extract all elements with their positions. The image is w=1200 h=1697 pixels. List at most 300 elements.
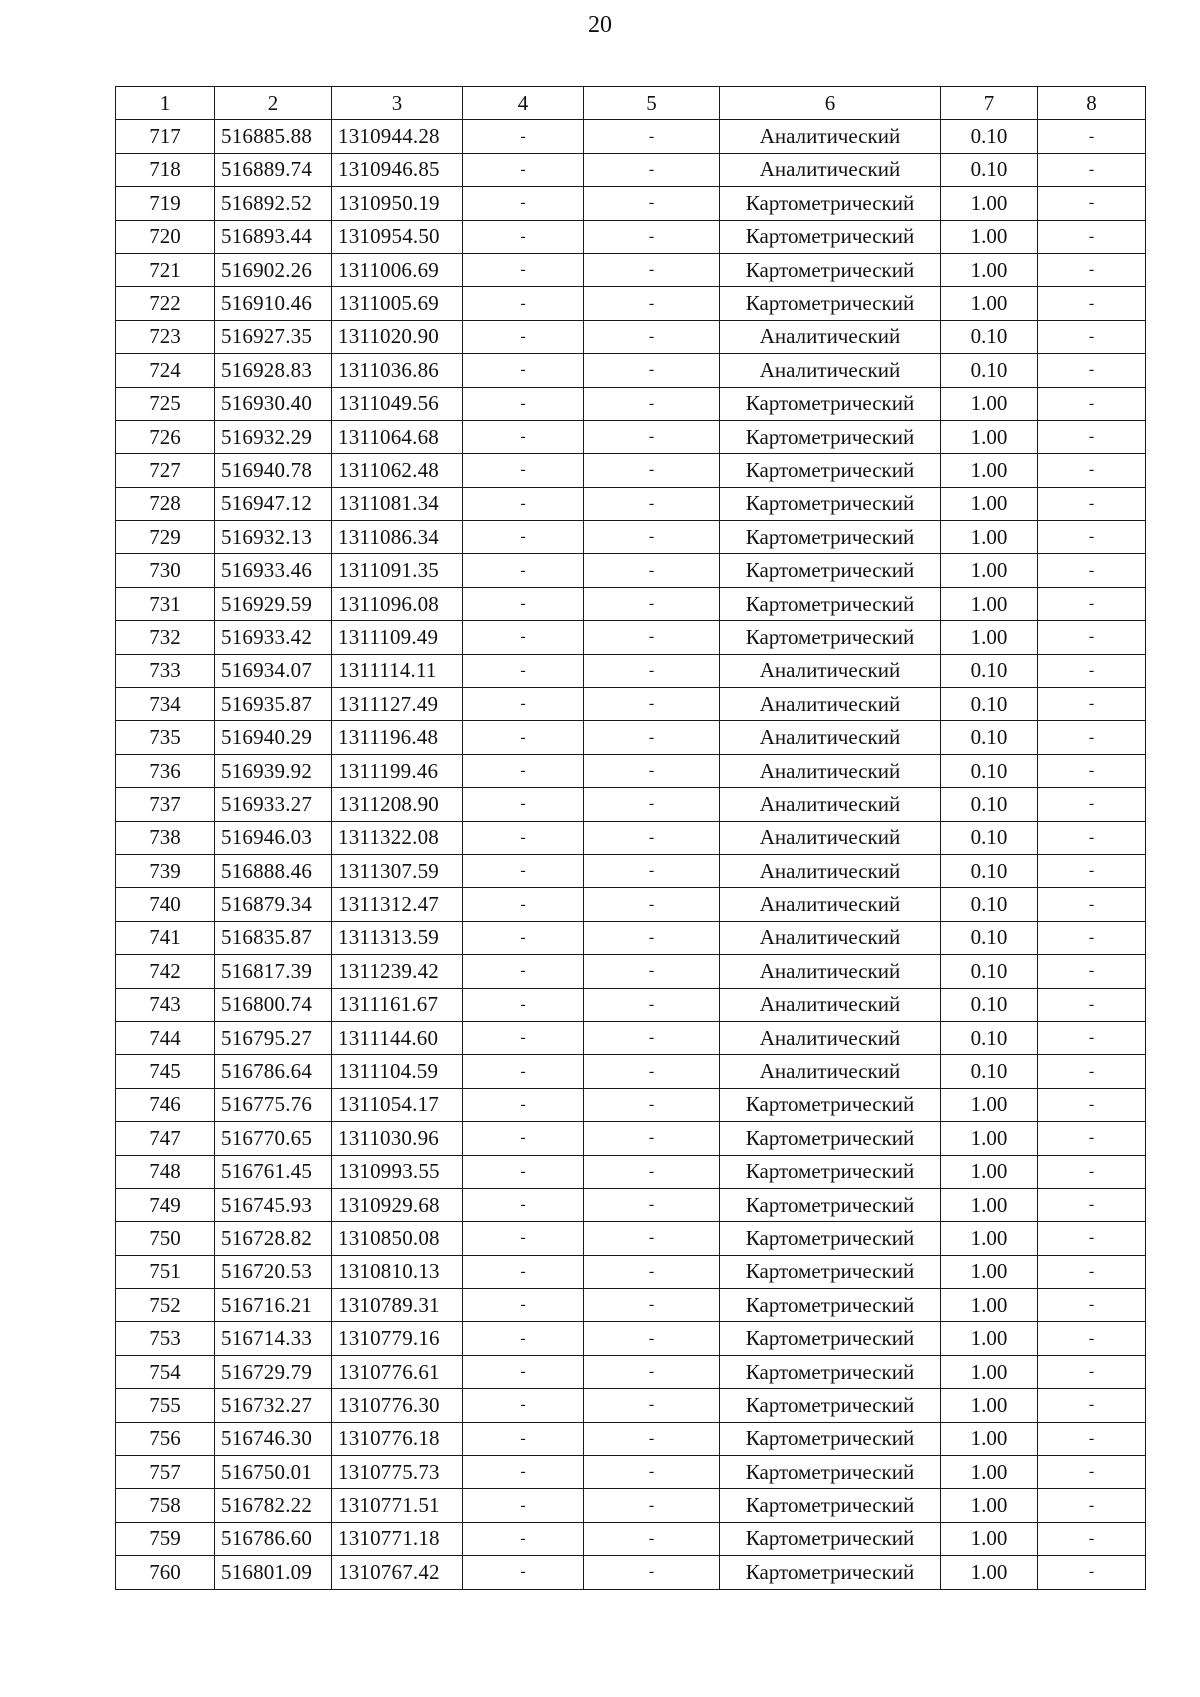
x-coordinate-cell: 516892.52 (215, 187, 332, 220)
y-coordinate-cell: 1311109.49 (332, 621, 463, 654)
x-coordinate-cell: 516946.03 (215, 821, 332, 854)
method-cell: Аналитический (720, 1021, 941, 1054)
table-row (116, 1489, 1146, 1522)
accuracy-cell: 0.10 (941, 153, 1038, 186)
x-coordinate-cell: 516800.74 (215, 988, 332, 1021)
point-number-cell: 745 (116, 1055, 215, 1088)
point-number-cell: 733 (116, 654, 215, 687)
point-number-cell: 755 (116, 1389, 215, 1422)
x-coordinate-cell: 516801.09 (215, 1556, 332, 1589)
method-cell: Картометрический (720, 1556, 941, 1589)
point-number-cell: 746 (116, 1088, 215, 1121)
column-8-cell: - (1038, 1355, 1146, 1388)
point-number-cell: 737 (116, 788, 215, 821)
column-5-cell: - (584, 1322, 720, 1355)
column-8-cell: - (1038, 955, 1146, 988)
column-8-cell: - (1038, 1222, 1146, 1255)
table-row (116, 654, 1146, 687)
method-cell: Картометрический (720, 287, 941, 320)
x-coordinate-cell: 516940.29 (215, 721, 332, 754)
y-coordinate-cell: 1310767.42 (332, 1556, 463, 1589)
column-8-cell: - (1038, 621, 1146, 654)
method-cell: Аналитический (720, 721, 941, 754)
column-8-cell: - (1038, 854, 1146, 887)
accuracy-cell: 1.00 (941, 454, 1038, 487)
accuracy-cell: 0.10 (941, 354, 1038, 387)
method-cell: Картометрический (720, 1188, 941, 1221)
method-cell: Картометрический (720, 1322, 941, 1355)
column-8-cell: - (1038, 153, 1146, 186)
column-8-cell: - (1038, 688, 1146, 721)
column-4-cell: - (463, 921, 584, 954)
point-number-cell: 718 (116, 153, 215, 186)
y-coordinate-cell: 1310771.51 (332, 1489, 463, 1522)
method-cell: Картометрический (720, 387, 941, 420)
column-8-cell: - (1038, 487, 1146, 520)
column-4-cell: - (463, 220, 584, 253)
table-row (116, 220, 1146, 253)
column-5-cell: - (584, 1456, 720, 1489)
point-number-cell: 721 (116, 253, 215, 286)
y-coordinate-cell: 1311036.86 (332, 354, 463, 387)
column-5-cell: - (584, 387, 720, 420)
point-number-cell: 732 (116, 621, 215, 654)
column-4-cell: - (463, 120, 584, 153)
column-8-cell: - (1038, 1255, 1146, 1288)
accuracy-cell: 0.10 (941, 1021, 1038, 1054)
column-4-cell: - (463, 1422, 584, 1455)
table-row (116, 688, 1146, 721)
method-cell: Аналитический (720, 988, 941, 1021)
column-header-1: 1 (116, 87, 215, 120)
column-8-cell: - (1038, 354, 1146, 387)
accuracy-cell: 1.00 (941, 1422, 1038, 1455)
column-4-cell: - (463, 187, 584, 220)
point-number-cell: 742 (116, 955, 215, 988)
point-number-cell: 752 (116, 1289, 215, 1322)
column-8-cell: - (1038, 1556, 1146, 1589)
column-4-cell: - (463, 1289, 584, 1322)
y-coordinate-cell: 1311005.69 (332, 287, 463, 320)
x-coordinate-cell: 516929.59 (215, 587, 332, 620)
method-cell: Аналитический (720, 854, 941, 887)
column-4-cell: - (463, 788, 584, 821)
table-row (116, 1122, 1146, 1155)
table-row (116, 1155, 1146, 1188)
point-number-cell: 751 (116, 1255, 215, 1288)
column-5-cell: - (584, 988, 720, 1021)
table-row (116, 1389, 1146, 1422)
column-8-cell: - (1038, 1522, 1146, 1555)
point-number-cell: 719 (116, 187, 215, 220)
accuracy-cell: 1.00 (941, 187, 1038, 220)
column-8-cell: - (1038, 187, 1146, 220)
table-row (116, 587, 1146, 620)
point-number-cell: 734 (116, 688, 215, 721)
x-coordinate-cell: 516761.45 (215, 1155, 332, 1188)
column-4-cell: - (463, 1222, 584, 1255)
column-8-cell: - (1038, 587, 1146, 620)
column-8-cell: - (1038, 754, 1146, 787)
table-row (116, 1322, 1146, 1355)
table-row (116, 754, 1146, 787)
column-5-cell: - (584, 1088, 720, 1121)
accuracy-cell: 1.00 (941, 1489, 1038, 1522)
column-4-cell: - (463, 654, 584, 687)
table-row (116, 854, 1146, 887)
table-row (116, 120, 1146, 153)
method-cell: Картометрический (720, 1289, 941, 1322)
y-coordinate-cell: 1311161.67 (332, 988, 463, 1021)
accuracy-cell: 0.10 (941, 721, 1038, 754)
column-8-cell: - (1038, 1389, 1146, 1422)
column-8-cell: - (1038, 253, 1146, 286)
method-cell: Аналитический (720, 788, 941, 821)
y-coordinate-cell: 1311199.46 (332, 754, 463, 787)
point-number-cell: 722 (116, 287, 215, 320)
column-8-cell: - (1038, 1188, 1146, 1221)
y-coordinate-cell: 1310776.61 (332, 1355, 463, 1388)
column-5-cell: - (584, 320, 720, 353)
y-coordinate-cell: 1311054.17 (332, 1088, 463, 1121)
accuracy-cell: 1.00 (941, 1222, 1038, 1255)
column-5-cell: - (584, 521, 720, 554)
column-8-cell: - (1038, 1489, 1146, 1522)
column-4-cell: - (463, 1489, 584, 1522)
column-8-cell: - (1038, 1422, 1146, 1455)
column-4-cell: - (463, 487, 584, 520)
x-coordinate-cell: 516928.83 (215, 354, 332, 387)
column-8-cell: - (1038, 788, 1146, 821)
y-coordinate-cell: 1311144.60 (332, 1021, 463, 1054)
point-number-cell: 735 (116, 721, 215, 754)
x-coordinate-cell: 516932.13 (215, 521, 332, 554)
y-coordinate-cell: 1311313.59 (332, 921, 463, 954)
accuracy-cell: 0.10 (941, 955, 1038, 988)
point-number-cell: 757 (116, 1456, 215, 1489)
accuracy-cell: 1.00 (941, 621, 1038, 654)
accuracy-cell: 1.00 (941, 1522, 1038, 1555)
column-header-5: 5 (584, 87, 720, 120)
column-4-cell: - (463, 1188, 584, 1221)
table-row (116, 1188, 1146, 1221)
table-row (116, 387, 1146, 420)
x-coordinate-cell: 516786.60 (215, 1522, 332, 1555)
column-4-cell: - (463, 354, 584, 387)
x-coordinate-cell: 516933.46 (215, 554, 332, 587)
table-row (116, 187, 1146, 220)
column-8-cell: - (1038, 554, 1146, 587)
column-header-8: 8 (1038, 87, 1146, 120)
column-5-cell: - (584, 654, 720, 687)
column-4-cell: - (463, 420, 584, 453)
column-4-cell: - (463, 621, 584, 654)
method-cell: Картометрический (720, 587, 941, 620)
point-number-cell: 726 (116, 420, 215, 453)
accuracy-cell: 1.00 (941, 1289, 1038, 1322)
column-header-2: 2 (215, 87, 332, 120)
point-number-cell: 748 (116, 1155, 215, 1188)
x-coordinate-cell: 516933.42 (215, 621, 332, 654)
method-cell: Аналитический (720, 120, 941, 153)
column-4-cell: - (463, 287, 584, 320)
x-coordinate-cell: 516888.46 (215, 854, 332, 887)
y-coordinate-cell: 1311307.59 (332, 854, 463, 887)
x-coordinate-cell: 516927.35 (215, 320, 332, 353)
column-8-cell: - (1038, 821, 1146, 854)
accuracy-cell: 0.10 (941, 988, 1038, 1021)
column-5-cell: - (584, 1422, 720, 1455)
accuracy-cell: 0.10 (941, 754, 1038, 787)
column-8-cell: - (1038, 1055, 1146, 1088)
x-coordinate-cell: 516795.27 (215, 1021, 332, 1054)
accuracy-cell: 1.00 (941, 420, 1038, 453)
column-4-cell: - (463, 1522, 584, 1555)
method-cell: Картометрический (720, 420, 941, 453)
point-number-cell: 724 (116, 354, 215, 387)
column-4-cell: - (463, 888, 584, 921)
method-cell: Картометрический (720, 187, 941, 220)
point-number-cell: 730 (116, 554, 215, 587)
table-row (116, 1055, 1146, 1088)
method-cell: Картометрический (720, 1422, 941, 1455)
column-4-cell: - (463, 1021, 584, 1054)
column-8-cell: - (1038, 521, 1146, 554)
table-row (116, 554, 1146, 587)
x-coordinate-cell: 516728.82 (215, 1222, 332, 1255)
x-coordinate-cell: 516910.46 (215, 287, 332, 320)
column-5-cell: - (584, 220, 720, 253)
column-5-cell: - (584, 420, 720, 453)
method-cell: Аналитический (720, 1055, 941, 1088)
column-header-4: 4 (463, 87, 584, 120)
x-coordinate-cell: 516933.27 (215, 788, 332, 821)
x-coordinate-cell: 516714.33 (215, 1322, 332, 1355)
x-coordinate-cell: 516770.65 (215, 1122, 332, 1155)
y-coordinate-cell: 1311091.35 (332, 554, 463, 587)
y-coordinate-cell: 1311239.42 (332, 955, 463, 988)
y-coordinate-cell: 1310929.68 (332, 1188, 463, 1221)
column-5-cell: - (584, 688, 720, 721)
column-8-cell: - (1038, 387, 1146, 420)
column-5-cell: - (584, 1122, 720, 1155)
method-cell: Аналитический (720, 955, 941, 988)
x-coordinate-cell: 516782.22 (215, 1489, 332, 1522)
column-5-cell: - (584, 187, 720, 220)
column-5-cell: - (584, 955, 720, 988)
accuracy-cell: 0.10 (941, 921, 1038, 954)
point-number-cell: 759 (116, 1522, 215, 1555)
column-5-cell: - (584, 587, 720, 620)
column-5-cell: - (584, 1021, 720, 1054)
column-8-cell: - (1038, 1456, 1146, 1489)
column-5-cell: - (584, 1355, 720, 1388)
accuracy-cell: 0.10 (941, 854, 1038, 887)
accuracy-cell: 1.00 (941, 253, 1038, 286)
method-cell: Картометрический (720, 1088, 941, 1121)
x-coordinate-cell: 516879.34 (215, 888, 332, 921)
column-4-cell: - (463, 1456, 584, 1489)
table-row (116, 1456, 1146, 1489)
x-coordinate-cell: 516786.64 (215, 1055, 332, 1088)
method-cell: Картометрический (720, 1155, 941, 1188)
y-coordinate-cell: 1311020.90 (332, 320, 463, 353)
point-number-cell: 754 (116, 1355, 215, 1388)
column-4-cell: - (463, 1355, 584, 1388)
column-8-cell: - (1038, 287, 1146, 320)
point-number-cell: 747 (116, 1122, 215, 1155)
point-number-cell: 723 (116, 320, 215, 353)
y-coordinate-cell: 1311006.69 (332, 253, 463, 286)
x-coordinate-cell: 516935.87 (215, 688, 332, 721)
x-coordinate-cell: 516729.79 (215, 1355, 332, 1388)
column-5-cell: - (584, 1155, 720, 1188)
method-cell: Аналитический (720, 153, 941, 186)
accuracy-cell: 0.10 (941, 688, 1038, 721)
accuracy-cell: 0.10 (941, 120, 1038, 153)
column-5-cell: - (584, 1556, 720, 1589)
table-row (116, 955, 1146, 988)
table-row (116, 153, 1146, 186)
accuracy-cell: 1.00 (941, 287, 1038, 320)
table-row (116, 1422, 1146, 1455)
column-4-cell: - (463, 1389, 584, 1422)
table-row (116, 1556, 1146, 1589)
accuracy-cell: 1.00 (941, 1456, 1038, 1489)
y-coordinate-cell: 1311104.59 (332, 1055, 463, 1088)
y-coordinate-cell: 1310776.30 (332, 1389, 463, 1422)
y-coordinate-cell: 1310950.19 (332, 187, 463, 220)
column-header-7: 7 (941, 87, 1038, 120)
accuracy-cell: 1.00 (941, 220, 1038, 253)
y-coordinate-cell: 1311096.08 (332, 587, 463, 620)
column-5-cell: - (584, 621, 720, 654)
y-coordinate-cell: 1311062.48 (332, 454, 463, 487)
column-8-cell: - (1038, 220, 1146, 253)
table-row (116, 521, 1146, 554)
table-row (116, 1522, 1146, 1555)
column-4-cell: - (463, 754, 584, 787)
x-coordinate-cell: 516889.74 (215, 153, 332, 186)
column-5-cell: - (584, 354, 720, 387)
table-row (116, 487, 1146, 520)
table-header-row (116, 87, 1146, 120)
accuracy-cell: 1.00 (941, 487, 1038, 520)
x-coordinate-cell: 516745.93 (215, 1188, 332, 1221)
table-row (116, 621, 1146, 654)
column-5-cell: - (584, 1222, 720, 1255)
method-cell: Аналитический (720, 320, 941, 353)
y-coordinate-cell: 1311196.48 (332, 721, 463, 754)
method-cell: Аналитический (720, 354, 941, 387)
method-cell: Картометрический (720, 621, 941, 654)
column-8-cell: - (1038, 120, 1146, 153)
point-number-cell: 729 (116, 521, 215, 554)
column-4-cell: - (463, 988, 584, 1021)
point-number-cell: 725 (116, 387, 215, 420)
y-coordinate-cell: 1310771.18 (332, 1522, 463, 1555)
column-5-cell: - (584, 821, 720, 854)
column-5-cell: - (584, 854, 720, 887)
column-4-cell: - (463, 153, 584, 186)
column-5-cell: - (584, 888, 720, 921)
column-4-cell: - (463, 454, 584, 487)
x-coordinate-cell: 516902.26 (215, 253, 332, 286)
y-coordinate-cell: 1311312.47 (332, 888, 463, 921)
point-number-cell: 758 (116, 1489, 215, 1522)
table-row (116, 1255, 1146, 1288)
x-coordinate-cell: 516930.40 (215, 387, 332, 420)
y-coordinate-cell: 1311086.34 (332, 521, 463, 554)
column-4-cell: - (463, 1255, 584, 1288)
method-cell: Картометрический (720, 1522, 941, 1555)
x-coordinate-cell: 516746.30 (215, 1422, 332, 1455)
column-4-cell: - (463, 1088, 584, 1121)
accuracy-cell: 0.10 (941, 788, 1038, 821)
accuracy-cell: 1.00 (941, 1322, 1038, 1355)
y-coordinate-cell: 1311322.08 (332, 821, 463, 854)
table-row (116, 1355, 1146, 1388)
y-coordinate-cell: 1310789.31 (332, 1289, 463, 1322)
y-coordinate-cell: 1310810.13 (332, 1255, 463, 1288)
column-5-cell: - (584, 721, 720, 754)
accuracy-cell: 0.10 (941, 1055, 1038, 1088)
point-number-cell: 743 (116, 988, 215, 1021)
column-4-cell: - (463, 1556, 584, 1589)
column-8-cell: - (1038, 654, 1146, 687)
column-8-cell: - (1038, 1289, 1146, 1322)
accuracy-cell: 0.10 (941, 821, 1038, 854)
table-row (116, 821, 1146, 854)
accuracy-cell: 1.00 (941, 587, 1038, 620)
table-row (116, 888, 1146, 921)
column-5-cell: - (584, 754, 720, 787)
accuracy-cell: 1.00 (941, 1389, 1038, 1422)
table-row (116, 454, 1146, 487)
y-coordinate-cell: 1310954.50 (332, 220, 463, 253)
x-coordinate-cell: 516817.39 (215, 955, 332, 988)
y-coordinate-cell: 1310946.85 (332, 153, 463, 186)
method-cell: Картометрический (720, 554, 941, 587)
method-cell: Картометрический (720, 1389, 941, 1422)
accuracy-cell: 0.10 (941, 320, 1038, 353)
method-cell: Картометрический (720, 1222, 941, 1255)
x-coordinate-cell: 516885.88 (215, 120, 332, 153)
column-4-cell: - (463, 955, 584, 988)
x-coordinate-cell: 516720.53 (215, 1255, 332, 1288)
method-cell: Аналитический (720, 754, 941, 787)
method-cell: Картометрический (720, 1489, 941, 1522)
column-8-cell: - (1038, 1322, 1146, 1355)
column-5-cell: - (584, 1055, 720, 1088)
table-row (116, 1088, 1146, 1121)
x-coordinate-cell: 516750.01 (215, 1456, 332, 1489)
x-coordinate-cell: 516932.29 (215, 420, 332, 453)
column-8-cell: - (1038, 988, 1146, 1021)
point-number-cell: 756 (116, 1422, 215, 1455)
method-cell: Картометрический (720, 1456, 941, 1489)
x-coordinate-cell: 516835.87 (215, 921, 332, 954)
accuracy-cell: 0.10 (941, 654, 1038, 687)
column-8-cell: - (1038, 1155, 1146, 1188)
x-coordinate-cell: 516934.07 (215, 654, 332, 687)
method-cell: Картометрический (720, 521, 941, 554)
y-coordinate-cell: 1310944.28 (332, 120, 463, 153)
method-cell: Картометрический (720, 487, 941, 520)
accuracy-cell: 1.00 (941, 1355, 1038, 1388)
column-8-cell: - (1038, 454, 1146, 487)
column-4-cell: - (463, 1122, 584, 1155)
